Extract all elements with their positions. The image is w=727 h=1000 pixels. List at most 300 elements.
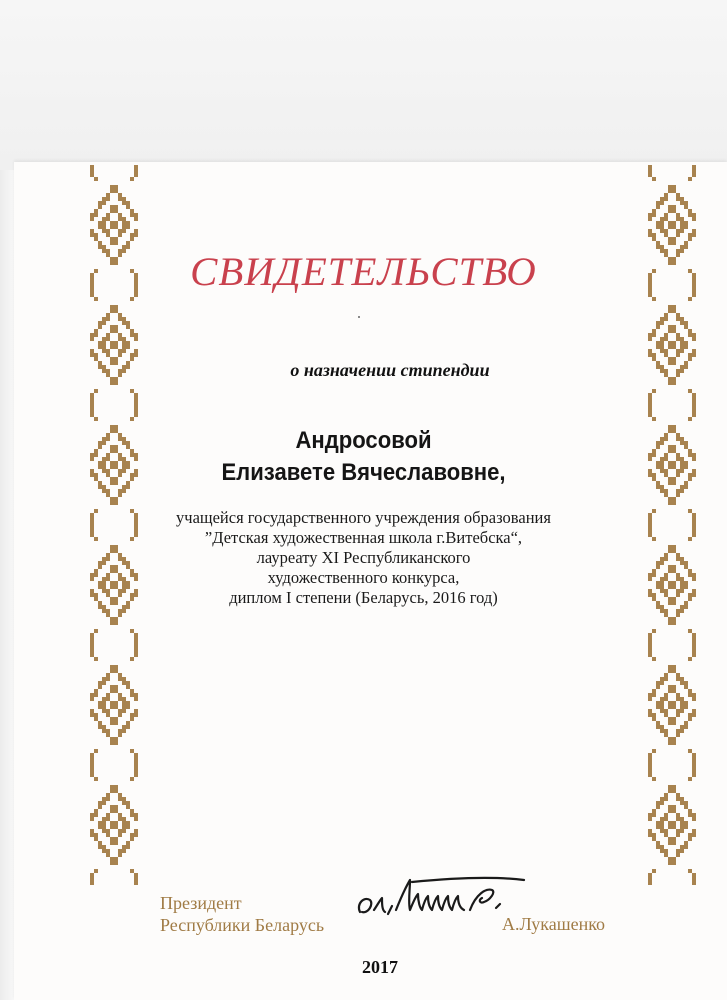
ornament-pixel — [134, 653, 138, 657]
ornament-pixel — [102, 801, 106, 805]
ornament-pixel — [676, 337, 680, 341]
description-line: учащейся государственного учреждения образования — [176, 508, 551, 527]
ornament-pixel — [656, 325, 660, 329]
ornament-pixel — [680, 817, 684, 821]
ornament-pixel — [90, 697, 94, 701]
ornament-pixel — [114, 717, 118, 721]
ornament-pixel — [134, 697, 138, 701]
ornament-pixel — [692, 877, 696, 881]
ornament-pixel — [106, 693, 110, 697]
ornament-pixel — [692, 813, 696, 817]
ornament-pixel — [122, 825, 126, 829]
ornament-pixel — [668, 721, 672, 725]
ornament-pixel — [90, 397, 94, 401]
ornament-pixel — [672, 821, 676, 825]
ornament-pixel — [122, 337, 126, 341]
ornament-pixel — [660, 345, 664, 349]
ornament-pixel — [122, 797, 126, 801]
ornament-pixel — [672, 309, 676, 313]
ornament-pixel — [90, 353, 94, 357]
description-line: диплом I степени (Беларусь, 2016 год) — [229, 588, 498, 607]
ornament-pixel — [692, 697, 696, 701]
ornament-pixel — [676, 709, 680, 713]
ornament-pixel — [676, 217, 680, 221]
ornament-pixel — [672, 237, 676, 241]
ornament-pixel — [134, 877, 138, 881]
ornament-pixel — [668, 805, 672, 809]
ornament-pixel — [680, 797, 684, 801]
ornament-pixel — [692, 817, 696, 821]
ornament-pixel — [118, 493, 122, 497]
ornament-pixel — [672, 241, 676, 245]
ornament-pixel — [668, 345, 672, 349]
ornament-pixel — [648, 165, 652, 169]
ornament-pixel — [648, 817, 652, 821]
ornament-pixel — [130, 237, 134, 241]
ornament-pixel — [126, 205, 130, 209]
ornament-pixel — [664, 733, 668, 737]
ornament-pixel — [90, 873, 94, 877]
ornament-pixel — [126, 325, 130, 329]
ornament-pixel — [660, 681, 664, 685]
ornament-pixel — [106, 833, 110, 837]
ornament-pixel — [122, 725, 126, 729]
ornament-pixel — [684, 221, 688, 225]
ornament-pixel — [94, 213, 98, 217]
ornament-pixel — [660, 489, 664, 493]
ornament-pixel — [114, 225, 118, 229]
ornament-pixel — [118, 489, 122, 493]
certificate-title: СВИДЕТЕЛЬСТВО — [190, 249, 537, 294]
ornament-pixel — [114, 221, 118, 225]
ornament-pixel — [114, 497, 118, 501]
ornament-pixel — [660, 677, 664, 681]
ornament-pixel — [114, 721, 118, 725]
ornament-pixel — [94, 809, 98, 813]
ornament-pixel — [122, 697, 126, 701]
ornament-pixel — [668, 821, 672, 825]
ornament-pixel — [126, 221, 130, 225]
ornament-pixel — [114, 689, 118, 693]
ornament-pixel — [102, 709, 106, 713]
ornament-pixel — [98, 821, 102, 825]
ornament-pixel — [684, 705, 688, 709]
ornament-pixel — [94, 389, 98, 393]
ornament-pixel — [664, 609, 668, 613]
ornament-pixel — [660, 201, 664, 205]
ornament-pixel — [130, 777, 134, 781]
ornament-pixel — [652, 689, 656, 693]
ornament-pixel — [102, 681, 106, 685]
ornament-pixel — [118, 849, 122, 853]
ornament-pixel — [688, 813, 692, 817]
ornament-pixel — [126, 801, 130, 805]
ornament-pixel — [118, 677, 122, 681]
ornament-pixel — [110, 717, 114, 721]
ornament-pixel — [676, 353, 680, 357]
ornament-pixel — [648, 353, 652, 357]
ornament-pixel — [114, 189, 118, 193]
ornament-pixel — [668, 685, 672, 689]
ornament-pixel — [114, 737, 118, 741]
ornament-pixel — [688, 749, 692, 753]
ornament-pixel — [134, 817, 138, 821]
ornament-pixel — [684, 345, 688, 349]
ornament-pixel — [114, 241, 118, 245]
ornament-pixel — [664, 853, 668, 857]
ornament-pixel — [130, 689, 134, 693]
ornament-pixel — [652, 713, 656, 717]
scan-speck — [358, 316, 360, 318]
ornament-pixel — [130, 333, 134, 337]
ornament-pixel — [648, 709, 652, 713]
ornament-pixel — [668, 665, 672, 669]
ornament-pixel — [118, 829, 122, 833]
ornament-pixel — [94, 713, 98, 717]
ornament-pixel — [676, 697, 680, 701]
ornament-pixel — [130, 177, 134, 181]
ornament-pixel — [102, 489, 106, 493]
ornament-pixel — [122, 225, 126, 229]
ornament-pixel — [114, 209, 118, 213]
ornament-pixel — [672, 857, 676, 861]
ornament-pixel — [668, 857, 672, 861]
ornament-pixel — [122, 197, 126, 201]
ornament-pixel — [98, 321, 102, 325]
ornament-pixel — [102, 609, 106, 613]
ornament-pixel — [90, 653, 94, 657]
ornament-pixel — [648, 217, 652, 221]
ornament-pixel — [126, 225, 130, 229]
ornament-pixel — [118, 213, 122, 217]
ornament-pixel — [134, 213, 138, 217]
ornament-pixel — [134, 813, 138, 817]
ornament-pixel — [672, 669, 676, 673]
ornament-pixel — [660, 321, 664, 325]
ornament-pixel — [122, 829, 126, 833]
ornament-pixel — [656, 345, 660, 349]
ornament-pixel — [672, 717, 676, 721]
ornament-pixel — [648, 229, 652, 233]
ornament-pixel — [110, 221, 114, 225]
ornament-pixel — [664, 677, 668, 681]
ornament-pixel — [90, 349, 94, 353]
ornament-pixel — [676, 693, 680, 697]
ornament-pixel — [122, 849, 126, 853]
ornament-pixel — [656, 825, 660, 829]
ornament-pixel — [656, 221, 660, 225]
ornament-pixel — [668, 241, 672, 245]
ornament-pixel — [680, 849, 684, 853]
ornament-pixel — [130, 809, 134, 813]
ornament-pixel — [90, 753, 94, 757]
ornament-pixel — [676, 833, 680, 837]
ornament-pixel — [672, 741, 676, 745]
ornament-pixel — [668, 689, 672, 693]
ornament-pixel — [134, 405, 138, 409]
ornament-pixel — [664, 709, 668, 713]
ornament-pixel — [90, 817, 94, 821]
ornament-pixel — [130, 233, 134, 237]
ornament-pixel — [102, 349, 106, 353]
ornament-pixel — [680, 217, 684, 221]
ornament-pixel — [684, 241, 688, 245]
ornament-pixel — [692, 353, 696, 357]
ornament-pixel — [102, 221, 106, 225]
ornament-pixel — [680, 345, 684, 349]
ornament-pixel — [114, 309, 118, 313]
ornament-pixel — [692, 765, 696, 769]
ornament-pixel — [676, 489, 680, 493]
ornament-pixel — [110, 721, 114, 725]
ornament-pixel — [126, 821, 130, 825]
ornament-pixel — [134, 645, 138, 649]
ornament-pixel — [134, 409, 138, 413]
ornament-pixel — [680, 829, 684, 833]
ornament-pixel — [118, 733, 122, 737]
ornament-pixel — [98, 225, 102, 229]
ornament-pixel — [664, 673, 668, 677]
ornament-pixel — [692, 773, 696, 777]
ornament-pixel — [94, 417, 98, 421]
ornament-pixel — [118, 613, 122, 617]
ornament-pixel — [672, 501, 676, 505]
ornament-pixel — [680, 321, 684, 325]
ornament-pixel — [668, 325, 672, 329]
description-line: художественного конкурса, — [267, 568, 460, 587]
ornament-pixel — [668, 225, 672, 229]
ornament-pixel — [90, 765, 94, 769]
ornament-pixel — [656, 685, 660, 689]
ornament-pixel — [648, 641, 652, 645]
ornament-pixel — [110, 669, 114, 673]
ornament-pixel — [94, 777, 98, 781]
ornament-pixel — [106, 709, 110, 713]
ornament-pixel — [110, 225, 114, 229]
ornament-pixel — [664, 829, 668, 833]
ornament-pixel — [118, 229, 122, 233]
ornament-pixel — [668, 381, 672, 385]
ornament-pixel — [680, 225, 684, 229]
ornament-pixel — [110, 701, 114, 705]
ornament-pixel — [110, 341, 114, 345]
ornament-pixel — [648, 393, 652, 397]
ornament-pixel — [122, 709, 126, 713]
signatory-role — [160, 892, 324, 936]
ornament-pixel — [122, 821, 126, 825]
ornament-pixel — [106, 233, 110, 237]
ornament-pixel — [106, 333, 110, 337]
ornament-pixel — [114, 705, 118, 709]
ornament-pixel — [676, 213, 680, 217]
ornament-pixel — [114, 805, 118, 809]
ornament-pixel — [110, 189, 114, 193]
ornament-pixel — [680, 489, 684, 493]
ornament-pixel — [102, 677, 106, 681]
ornament-pixel — [664, 233, 668, 237]
ornament-pixel — [130, 749, 134, 753]
ornament-pixel — [134, 713, 138, 717]
ornament-pixel — [692, 409, 696, 413]
ornament-pixel — [672, 805, 676, 809]
ornament-pixel — [118, 793, 122, 797]
ornament-pixel — [656, 241, 660, 245]
ornament-pixel — [676, 853, 680, 857]
ornament-pixel — [660, 821, 664, 825]
ornament-pixel — [106, 849, 110, 853]
ornament-pixel — [114, 237, 118, 241]
ornament-pixel — [94, 717, 98, 721]
ornament-pixel — [106, 313, 110, 317]
ornament-pixel — [110, 857, 114, 861]
ornament-pixel — [680, 709, 684, 713]
ornament-pixel — [664, 317, 668, 321]
ornament-pixel — [652, 837, 656, 841]
scan-background — [0, 0, 727, 170]
ornament-pixel — [680, 677, 684, 681]
ornament-pixel — [660, 725, 664, 729]
ornament-pixel — [668, 809, 672, 813]
ornament-pixel — [102, 705, 106, 709]
ornament-pixel — [688, 713, 692, 717]
ornament-pixel — [122, 345, 126, 349]
ornament-pixel — [656, 225, 660, 229]
ornament-pixel — [648, 653, 652, 657]
ornament-pixel — [106, 317, 110, 321]
ornament-pixel — [98, 345, 102, 349]
ornament-pixel — [676, 673, 680, 677]
ornament-pixel — [102, 225, 106, 229]
ornament-pixel — [692, 393, 696, 397]
ornament-pixel — [676, 613, 680, 617]
ornament-pixel — [684, 845, 688, 849]
ornament-pixel — [90, 233, 94, 237]
ornament-pixel — [692, 833, 696, 837]
ornament-pixel — [134, 829, 138, 833]
ornament-pixel — [118, 313, 122, 317]
recipient-given-names: Елизавете Вячеславовне, — [221, 459, 506, 486]
ornament-pixel — [660, 225, 664, 229]
ornament-pixel — [106, 697, 110, 701]
ornament-pixel — [648, 401, 652, 405]
ornament-pixel — [102, 337, 106, 341]
ornament-pixel — [652, 177, 656, 181]
ornament-pixel — [122, 817, 126, 821]
ornament-pixel — [102, 817, 106, 821]
ornament-pixel — [680, 729, 684, 733]
ornament-pixel — [102, 697, 106, 701]
ornament-pixel — [692, 349, 696, 353]
ornament-pixel — [648, 769, 652, 773]
ornament-pixel — [668, 621, 672, 625]
ornament-pixel — [106, 733, 110, 737]
ornament-pixel — [664, 493, 668, 497]
ornament-pixel — [134, 773, 138, 777]
ornament-pixel — [134, 229, 138, 233]
ornament-pixel — [692, 337, 696, 341]
ornament-pixel — [118, 217, 122, 221]
ornament-pixel — [676, 229, 680, 233]
ornament-pixel — [684, 225, 688, 229]
ornament-pixel — [664, 813, 668, 817]
ornament-pixel — [130, 213, 134, 217]
ornament-pixel — [684, 341, 688, 345]
ornament-pixel — [672, 497, 676, 501]
ornament-pixel — [106, 337, 110, 341]
ornament-pixel — [106, 829, 110, 833]
ornament-pixel — [688, 777, 692, 781]
ornament-pixel — [672, 785, 676, 789]
ornament-pixel — [684, 821, 688, 825]
ornament-pixel — [114, 701, 118, 705]
ornament-pixel — [118, 817, 122, 821]
ornament-pixel — [134, 353, 138, 357]
ornament-pixel — [130, 717, 134, 721]
ornament-pixel — [118, 333, 122, 337]
ornament-pixel — [122, 321, 126, 325]
ornament-pixel — [656, 341, 660, 345]
ornament-pixel — [648, 413, 652, 417]
ornament-pixel — [118, 713, 122, 717]
ornament-pixel — [110, 497, 114, 501]
ornament-pixel — [652, 329, 656, 333]
ornament-pixel — [90, 405, 94, 409]
ornament-pixel — [130, 837, 134, 841]
ornament-pixel — [94, 837, 98, 841]
ornament-pixel — [90, 229, 94, 233]
ornament-pixel — [664, 337, 668, 341]
ornament-pixel — [106, 217, 110, 221]
ornament-pixel — [684, 725, 688, 729]
ornament-pixel — [106, 853, 110, 857]
ornament-pixel — [648, 765, 652, 769]
ornament-pixel — [668, 341, 672, 345]
ornament-pixel — [118, 693, 122, 697]
ornament-pixel — [106, 673, 110, 677]
ornament-pixel — [94, 689, 98, 693]
ornament-pixel — [134, 833, 138, 837]
ornament-pixel — [114, 205, 118, 209]
ornament-pixel — [676, 793, 680, 797]
ornament-pixel — [672, 617, 676, 621]
ornament-pixel — [110, 237, 114, 241]
ornament-pixel — [134, 173, 138, 177]
ornament-pixel — [692, 713, 696, 717]
ornament-pixel — [648, 409, 652, 413]
ornament-pixel — [110, 789, 114, 793]
ornament-pixel — [664, 217, 668, 221]
ornament-pixel — [122, 489, 126, 493]
ornament-pixel — [660, 845, 664, 849]
ornament-pixel — [122, 229, 126, 233]
ornament-pixel — [676, 849, 680, 853]
ornament-pixel — [134, 337, 138, 341]
ornament-pixel — [664, 213, 668, 217]
ornament-pixel — [126, 845, 130, 849]
ornament-pixel — [672, 685, 676, 689]
ornament-pixel — [110, 309, 114, 313]
ornament-pixel — [672, 189, 676, 193]
ornament-pixel — [668, 861, 672, 865]
ornament-pixel — [652, 353, 656, 357]
ornament-pixel — [648, 697, 652, 701]
ornament-pixel — [648, 213, 652, 217]
ornament-pixel — [90, 217, 94, 221]
ornament-pixel — [676, 493, 680, 497]
ornament-pixel — [648, 873, 652, 877]
ornament-pixel — [114, 185, 118, 189]
ornament-pixel — [114, 501, 118, 505]
